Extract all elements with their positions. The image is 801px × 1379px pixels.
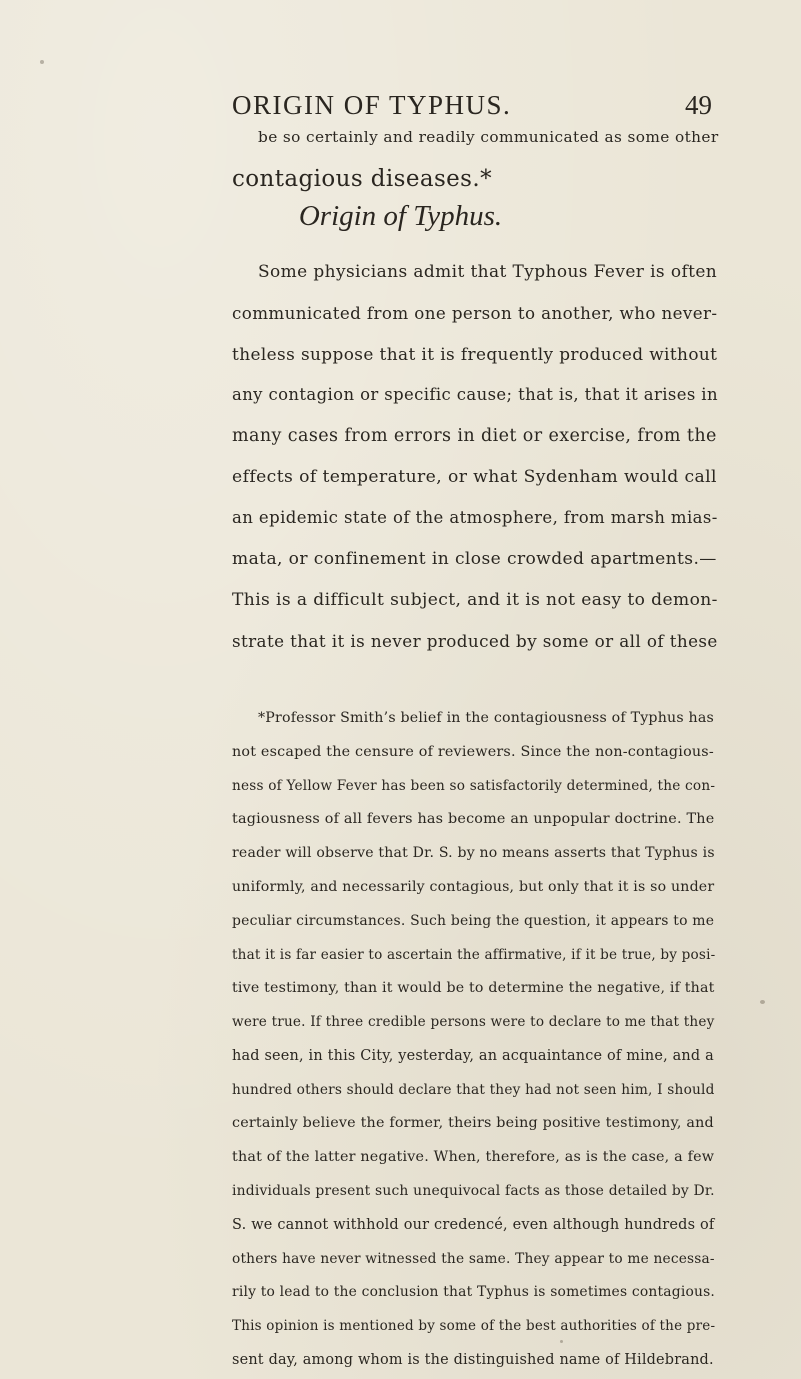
footnote-line: sent day, among whom is the distinguished name of Hildebrand.	[232, 1352, 714, 1368]
footnote-line: This opinion is mentioned by some of the best authorities of the pre-	[232, 1318, 716, 1334]
page-number: 49	[685, 90, 712, 120]
paragraph-line: an epidemic state of the atmosphere, from marsh mias-	[232, 508, 718, 527]
footnote-line: were true. If three credible persons were to declare to me that they	[232, 1014, 715, 1030]
paragraph-line: effects of temperature, or what Sydenham would call	[232, 467, 717, 487]
paragraph-line: This is a difficult subject, and it is not easy to demon-	[232, 590, 718, 610]
paragraph-line: Some physicians admit that Typhous Fever is often	[258, 262, 718, 282]
paper-speck	[40, 60, 44, 64]
footnote-line: had seen, in this City, yesterday, an acquaintance of mine, and a	[232, 1048, 714, 1064]
footnote-line: tagiousness of all fevers has become an unpopular doctrine. The	[232, 811, 715, 827]
section-heading: Origin of Typhus.	[298, 200, 503, 232]
paragraph-line: communicated from one person to another, who never-	[232, 303, 718, 323]
footnote-line: tive testimony, than it would be to determine the negative, if that	[232, 980, 715, 996]
opening-line: contagious diseases.*	[232, 166, 492, 192]
footnote-line: uniformly, and necessarily contagious, but only that it is so under	[232, 879, 715, 895]
footnote-line: that of the latter negative. When, therefore, as is the case, a few	[232, 1149, 715, 1165]
footnote-line: ness of Yellow Fever has been so satisfactorily determined, the con-	[232, 778, 716, 794]
running-title: ORIGIN OF TYPHUS.	[232, 90, 512, 120]
paragraph-line: mata, or confinement in close crowded apartments.—	[232, 549, 717, 569]
footnote-line: that it is far easier to ascertain the affirmative, if it be true, by posi-	[232, 947, 716, 963]
footnote-line: certainly believe the former, theirs being positive testimony, and	[232, 1115, 714, 1131]
footnote-line: S. we cannot withhold our credencé, even although hundreds of	[232, 1217, 715, 1233]
paper-speck	[760, 1000, 765, 1004]
paragraph-line: any contagion or specific cause; that is, that it arises in	[232, 385, 718, 404]
footnote-line: others have never witnessed the same. They appear to me necessa-	[232, 1251, 715, 1267]
footnote-line: not escaped the censure of reviewers. Since the non-contagious-	[232, 744, 714, 760]
footnote-line: hundred others should declare that they had not seen him, I should	[232, 1082, 715, 1098]
footnote-line: reader will observe that Dr. S. by no means asserts that Typhus is	[232, 845, 715, 861]
paper-speck	[560, 1340, 563, 1343]
running-head	[232, 90, 712, 130]
paragraph-line: many cases from errors in diet or exercise, from the	[232, 426, 717, 446]
paragraph-line: strate that it is never produced by some or all of these	[232, 631, 718, 651]
footnote-line: individuals present such unequivocal facts as those detailed by Dr.	[232, 1183, 715, 1199]
footnote-line: rily to lead to the conclusion that Typhus is sometimes contagious.	[232, 1284, 716, 1300]
footnote-line: peculiar circumstances. Such being the question, it appears to me	[232, 913, 715, 929]
opening-line: be so certainly and readily communicated as some other	[258, 128, 719, 146]
footnote-line: *Professor Smith’s belief in the contagiousness of Typhus has	[258, 710, 714, 726]
paragraph-line: theless suppose that it is frequently produced without	[232, 344, 718, 364]
